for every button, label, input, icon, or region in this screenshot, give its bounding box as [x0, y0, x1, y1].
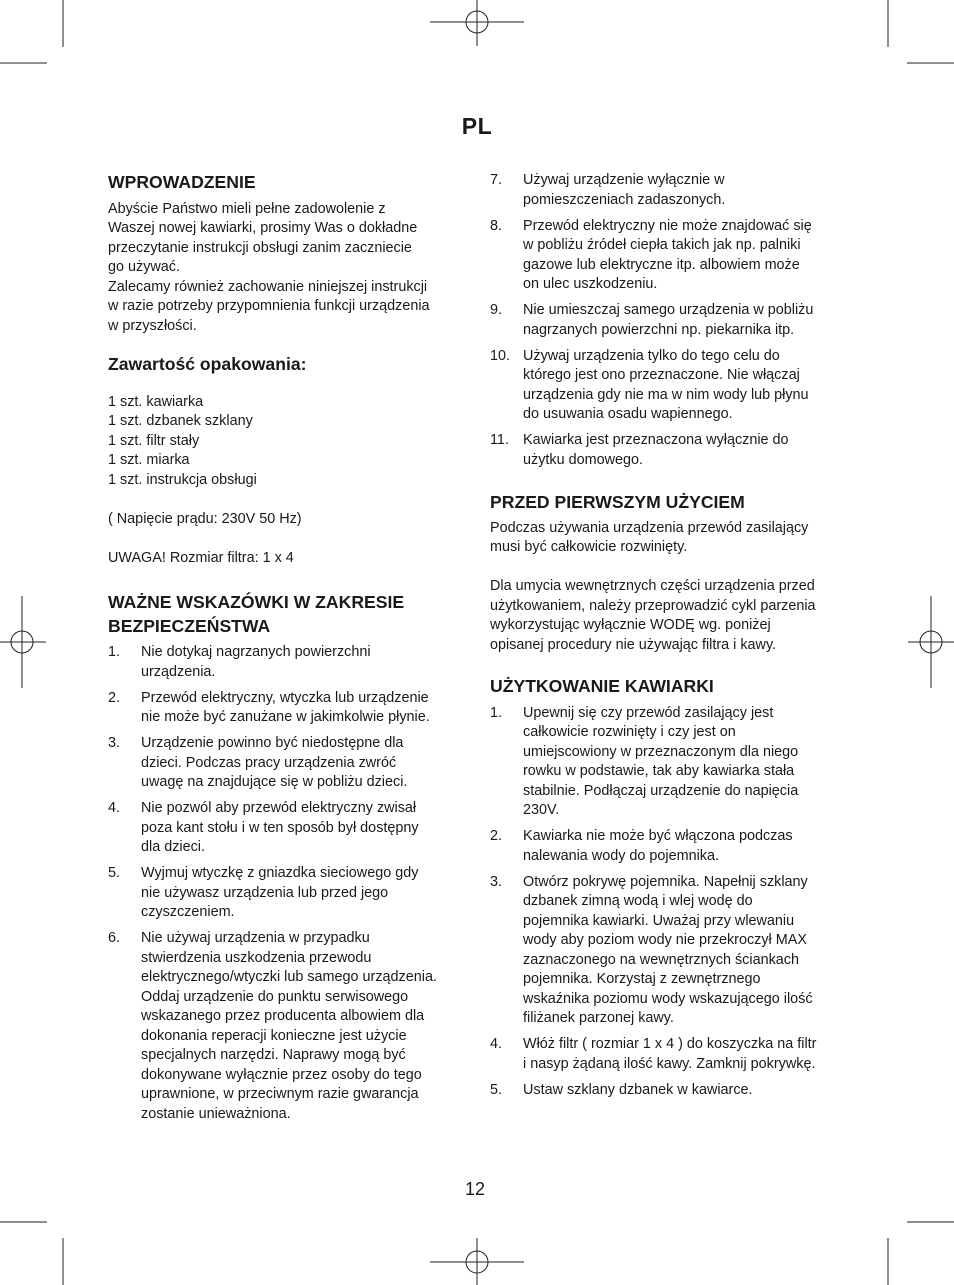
- item-text: [141, 799, 468, 858]
- paragraph-line: musi być całkowicie rozwinięty.: [490, 539, 688, 555]
- list-item: [108, 799, 468, 858]
- item-line: uwagę na znajdujące się w pobliżu dzieci.: [141, 774, 408, 790]
- item-line: poza kant stołu i w ten sposób był dostępny: [141, 819, 419, 836]
- item-number: 3.: [108, 735, 121, 751]
- registration-mark-top: [430, 0, 524, 46]
- item-line: Nie umieszczaj samego urządzenia w pobliżu: [523, 302, 814, 318]
- contents-item: 1 szt. kawiarka: [108, 393, 204, 410]
- item-line: filiżanek parzonej kawy.: [523, 1010, 674, 1026]
- item-number: 10.: [490, 347, 511, 364]
- list-item: [108, 929, 468, 1124]
- item-line: Wyjmuj wtyczkę z gniazdka sieciowego gdy: [141, 865, 419, 881]
- item-line: Używaj urządzenia tylko do tego celu do: [523, 347, 780, 364]
- intro-line: przeczytanie instrukcji obsługi zanim zaczniecie: [108, 239, 412, 256]
- language-code: PL: [461, 113, 493, 139]
- item-text: [523, 301, 852, 340]
- list-item: [490, 1035, 852, 1074]
- item-line: dla dzieci.: [141, 839, 205, 855]
- registration-mark-bottom: [430, 1238, 524, 1285]
- list-item: [108, 689, 468, 728]
- safety-list-continued: [490, 171, 852, 470]
- item-text: [523, 431, 852, 470]
- item-text: [141, 689, 468, 728]
- intro-line: w razie potrzeby przypomnienia funkcji urządzenia: [108, 298, 430, 314]
- list-item: [108, 734, 468, 793]
- item-line: urządzenia gdy nie ma w nim wody lub płynu: [523, 386, 809, 403]
- item-line: dzbanek zimną wodą i wlej wodę do: [523, 893, 753, 909]
- item-line: Przewód elektryczny nie może znajdować się: [523, 217, 812, 234]
- item-line: całkowicie rozwinięty i czy jest on: [523, 724, 736, 740]
- item-text: [523, 217, 852, 295]
- safety-list: [108, 643, 468, 1124]
- list-item: [108, 864, 468, 923]
- paragraph-line: Dla umycia wewnętrznych części urządzenia przed: [490, 578, 815, 594]
- registration-mark-right: [908, 596, 954, 688]
- item-number: 3.: [490, 873, 503, 890]
- item-line: Urządzenie powinno być niedostępne dla: [141, 735, 404, 751]
- usage-list: [490, 704, 852, 1101]
- item-line: do usuwania osadu wapiennego.: [523, 406, 733, 422]
- list-item: [490, 827, 852, 866]
- item-line: umiejscowiony w przeznaczonym dla niego: [523, 743, 799, 760]
- paragraph-line: użytkowaniem, należy przeprowadzić cykl parzenia: [490, 597, 816, 614]
- contents-item: 1 szt. dzbanek szklany: [108, 413, 253, 429]
- item-number: 2.: [108, 689, 121, 706]
- item-number: 9.: [490, 302, 503, 318]
- page-number: 12: [464, 1179, 486, 1199]
- item-line: Kawiarka nie może być włączona podczas: [523, 828, 793, 844]
- contents-list: [108, 393, 468, 491]
- paragraph-line: Podczas używania urządzenia przewód zasilający: [490, 519, 809, 536]
- item-line: nie używasz urządzenia lub przed jego: [141, 884, 389, 901]
- first-use-paragraph: [490, 577, 852, 655]
- item-line: 230V.: [523, 802, 560, 818]
- item-number: 1.: [108, 644, 121, 660]
- item-text: [523, 704, 852, 821]
- list-item: [108, 643, 468, 682]
- item-text: [523, 347, 852, 425]
- paragraph-line: wykorzystując wyłącznie WODĘ wg. poniżej: [490, 617, 771, 633]
- intro-line: Waszej nowej kawiarki, prosimy Was o dokładne: [108, 220, 418, 236]
- item-line: uprawnione, w przeciwnym razie gwarancja: [141, 1086, 419, 1102]
- left-column: [108, 171, 468, 1131]
- item-line: Upewnij się czy przewód zasilający jest: [523, 704, 774, 721]
- item-line: czyszczeniem.: [141, 904, 235, 920]
- contents-item: 1 szt. miarka: [108, 452, 190, 468]
- item-number: 2.: [490, 828, 503, 844]
- intro-line: Abyście Państwo mieli pełne zadowolenie z: [108, 200, 386, 217]
- item-line: Używaj urządzenie wyłącznie w: [523, 172, 725, 188]
- item-line: nagrzanych powierzchni np. piekarnika itp.: [523, 321, 795, 338]
- item-text: [141, 864, 468, 923]
- item-line: pomieszczeniach zadaszonych.: [523, 191, 726, 208]
- item-line: Włóż filtr ( rozmiar 1 x 4 ) do koszyczka na filtr: [523, 1036, 817, 1052]
- item-line: użytku domowego.: [523, 451, 643, 468]
- item-number: 5.: [108, 865, 121, 881]
- item-line: on ulec uszkodzeniu.: [523, 276, 658, 292]
- item-line: zostanie unieważniona.: [141, 1105, 291, 1122]
- filter-size-note: UWAGA! Rozmiar filtra: 1 x 4: [108, 549, 294, 566]
- item-line: urządzenia.: [141, 663, 216, 680]
- safety-heading-line: BEZPIECZEŃSTWA: [108, 615, 271, 636]
- list-item: [490, 1081, 852, 1101]
- list-item: [490, 301, 852, 340]
- item-line: nalewania wody do pojemnika.: [523, 847, 719, 864]
- item-number: 8.: [490, 217, 503, 234]
- list-item: [490, 217, 852, 295]
- item-line: gazowe lub elektryczne itp. albowiem może: [523, 256, 800, 273]
- item-number: 11.: [490, 432, 509, 448]
- intro-heading: WPROWADZENIE: [108, 172, 256, 192]
- item-number: 5.: [490, 1081, 503, 1098]
- first-use-paragraph: [490, 519, 852, 558]
- safety-heading: [108, 591, 468, 638]
- contents-heading: Zawartość opakowania:: [108, 354, 307, 374]
- list-item: [490, 171, 852, 210]
- first-use-heading: PRZED PIERWSZYM UŻYCIEM: [490, 492, 745, 512]
- intro-line: Zalecamy również zachowanie niniejszej instrukcji: [108, 278, 428, 295]
- item-line: nie może być zanużane w jakimkolwie płynie.: [141, 709, 430, 725]
- item-text: [523, 873, 852, 1029]
- right-column: [490, 171, 852, 1107]
- item-number: 4.: [108, 800, 121, 816]
- item-line: Nie używaj urządzenia w przypadku: [141, 930, 370, 946]
- item-number: 6.: [108, 930, 121, 946]
- item-line: wskazanego przez producenta albowiem dla: [141, 1008, 425, 1024]
- item-text: [523, 1081, 852, 1101]
- item-line: Oddaj urządzenie do punktu serwisowego: [141, 988, 409, 1005]
- registration-mark-left: [0, 596, 46, 688]
- list-item: [490, 347, 852, 425]
- voltage-note: ( Napięcie prądu: 230V 50 Hz): [108, 510, 302, 527]
- safety-heading-line: WAŻNE WSKAZÓWKI W ZAKRESIE: [108, 592, 405, 612]
- item-line: pojemnika. Korzystaj z zewnętrznego: [523, 971, 761, 987]
- intro-line: w przyszłości.: [108, 317, 197, 334]
- usage-heading: UŻYTKOWANIE KAWIARKI: [490, 676, 714, 696]
- item-number: 1.: [490, 704, 503, 721]
- item-line: i nasyp żądaną ilość kawy. Zamknij pokrywkę.: [523, 1055, 816, 1072]
- list-item: [490, 431, 852, 470]
- item-line: Otwórz pokrywę pojemnika. Napełnij szklany: [523, 873, 808, 890]
- item-line: dokonywane wyłącznie przez osoby do tego: [141, 1066, 422, 1083]
- item-line: Ustaw szklany dzbanek w kawiarce.: [523, 1081, 753, 1098]
- item-line: wody aby poziom wody nie przekroczył MAX: [523, 932, 807, 948]
- item-line: stabilnie. Podłączaj urządzenie do napięcia: [523, 782, 799, 799]
- item-line: Przewód elektryczny, wtyczka lub urządzenie: [141, 689, 429, 706]
- item-number: 4.: [490, 1036, 503, 1052]
- item-line: stwierdzenia uszkodzenia przewodu: [141, 949, 372, 966]
- item-line: w pobliżu źródeł ciepła takich jak np. palniki: [523, 237, 801, 253]
- item-line: którego jest ono przeznaczone. Nie włączaj: [523, 367, 800, 383]
- item-line: zaznaczonego na wewnętrznych ściankach: [523, 951, 799, 968]
- item-line: Kawiarka jest przeznaczona wyłącznie do: [523, 432, 789, 448]
- intro-paragraph: [108, 200, 468, 337]
- contents-item: 1 szt. instrukcja obsługi: [108, 471, 257, 488]
- item-text: [523, 1035, 852, 1074]
- contents-item: 1 szt. filtr stały: [108, 432, 200, 449]
- item-number: 7.: [490, 172, 503, 188]
- item-line: wskaźnika poziomu wody wskazującego ilość: [523, 990, 813, 1007]
- item-text: [141, 929, 468, 1124]
- item-line: pojemnika kawiarki. Uważaj przy wlewaniu: [523, 912, 795, 929]
- item-line: dzieci. Podczas pracy urządzenia zwróć: [141, 754, 397, 771]
- list-item: [490, 873, 852, 1029]
- item-line: rowku w podstawie, tak aby kawiarka stała: [523, 763, 795, 779]
- intro-line: go używać.: [108, 259, 180, 275]
- item-line: elektrycznego/wtyczki lub samego urządzenia.: [141, 969, 437, 985]
- item-line: Nie dotykaj nagrzanych powierzchni: [141, 644, 371, 660]
- item-line: specjalnych narzędzi. Naprawy mogą być: [141, 1047, 406, 1063]
- item-line: Nie pozwól aby przewód elektryczny zwisał: [141, 800, 417, 816]
- list-item: [490, 704, 852, 821]
- item-text: [523, 827, 852, 866]
- paragraph-line: opisanej procedury nie używając filtra i kawy.: [490, 636, 777, 653]
- item-text: [141, 643, 468, 682]
- item-line: dokonania reperacji konieczne jest użycie: [141, 1027, 407, 1044]
- item-text: [141, 734, 468, 793]
- item-text: [523, 171, 852, 210]
